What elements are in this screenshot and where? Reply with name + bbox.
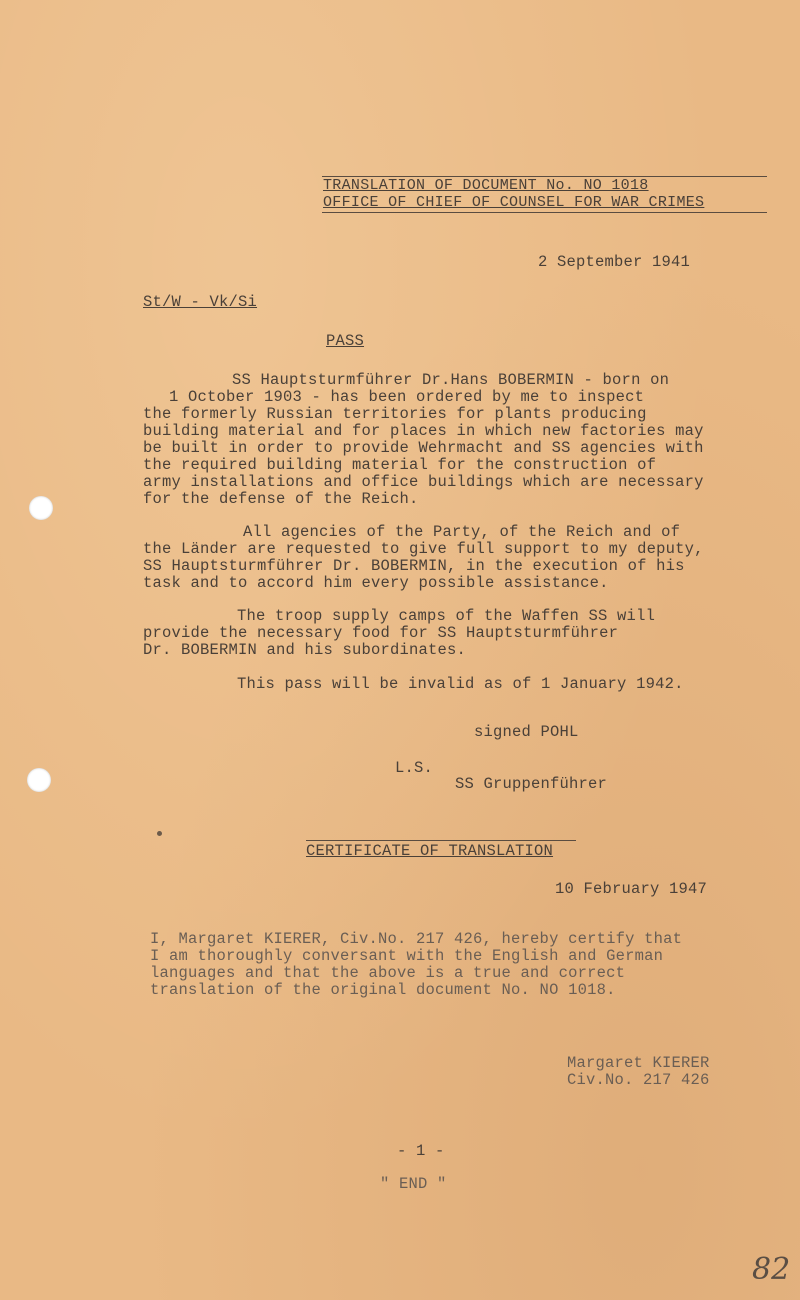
paragraph-1-line: SS Hauptsturmführer Dr.Hans BOBERMIN - born on (232, 371, 670, 389)
paragraph-1-line: the required building material for the construction of (143, 456, 657, 474)
paragraph-3-line: The troop supply camps of the Waffen SS will (237, 607, 656, 625)
certificate-line: languages and that the above is a true and correct (150, 964, 626, 982)
reference-code: St/W - Vk/Si (143, 293, 258, 311)
paragraph-1-line: 1 October 1903 - has been ordered by me to inspect (169, 388, 645, 406)
document-title: PASS (326, 332, 365, 350)
paragraph-1-line: the formerly Russian territories for plants producing (143, 405, 647, 423)
page-number: - 1 - (397, 1142, 445, 1160)
paragraph-1-line: building material and for places in which new factories may (143, 422, 704, 440)
paragraph-3-line: Dr. BOBERMIN and his subordinates. (143, 641, 467, 659)
seal-mark: L.S. (395, 759, 434, 777)
certificate-date: 10 February 1947 (555, 880, 708, 898)
paragraph-2-line: task and to accord him every possible assistance. (143, 574, 609, 592)
certificate-title: CERTIFICATE OF TRANSLATION (306, 842, 554, 860)
certificate-line: translation of the original document No. NO 1018. (150, 981, 616, 999)
header-line-1: TRANSLATION OF DOCUMENT No. NO 1018 (323, 177, 649, 194)
paragraph-1-line: be built in order to provide Wehrmacht and SS agencies with (143, 439, 704, 457)
paragraph-3-line: provide the necessary food for SS Hauptsturmführer (143, 624, 619, 642)
header-rule-bottom (322, 212, 767, 213)
punch-hole-bottom (27, 768, 51, 792)
paragraph-1-line: for the defense of the Reich. (143, 490, 419, 508)
end-mark: " END " (380, 1175, 447, 1193)
paragraph-2-line: the Länder are requested to give full support to my deputy, (143, 540, 704, 558)
certificate-line: I am thoroughly conversant with the English and German (150, 947, 664, 965)
certifier-name: Margaret KIERER (567, 1054, 710, 1072)
handwritten-folio-number: 82 (752, 1252, 791, 1287)
paragraph-2-line: SS Hauptsturmführer Dr. BOBERMIN, in the execution of his (143, 557, 685, 575)
document-date: 2 September 1941 (538, 253, 691, 271)
certificate-line: I, Margaret KIERER, Civ.No. 217 426, hereby certify that (150, 930, 683, 948)
ink-speck (157, 831, 162, 836)
certificate-rule-top (306, 840, 576, 841)
paragraph-2-line: All agencies of the Party, of the Reich and of (243, 523, 681, 541)
signed-line: signed POHL (474, 723, 579, 741)
paragraph-4: This pass will be invalid as of 1 January 1942. (237, 675, 684, 693)
paragraph-1-line: army installations and office buildings which are necessary (143, 473, 704, 491)
header-line-2: OFFICE OF CHIEF OF COUNSEL FOR WAR CRIMES (323, 194, 705, 211)
signer-rank: SS Gruppenführer (455, 775, 608, 793)
punch-hole-top (29, 496, 53, 520)
certifier-civ-number: Civ.No. 217 426 (567, 1071, 710, 1089)
